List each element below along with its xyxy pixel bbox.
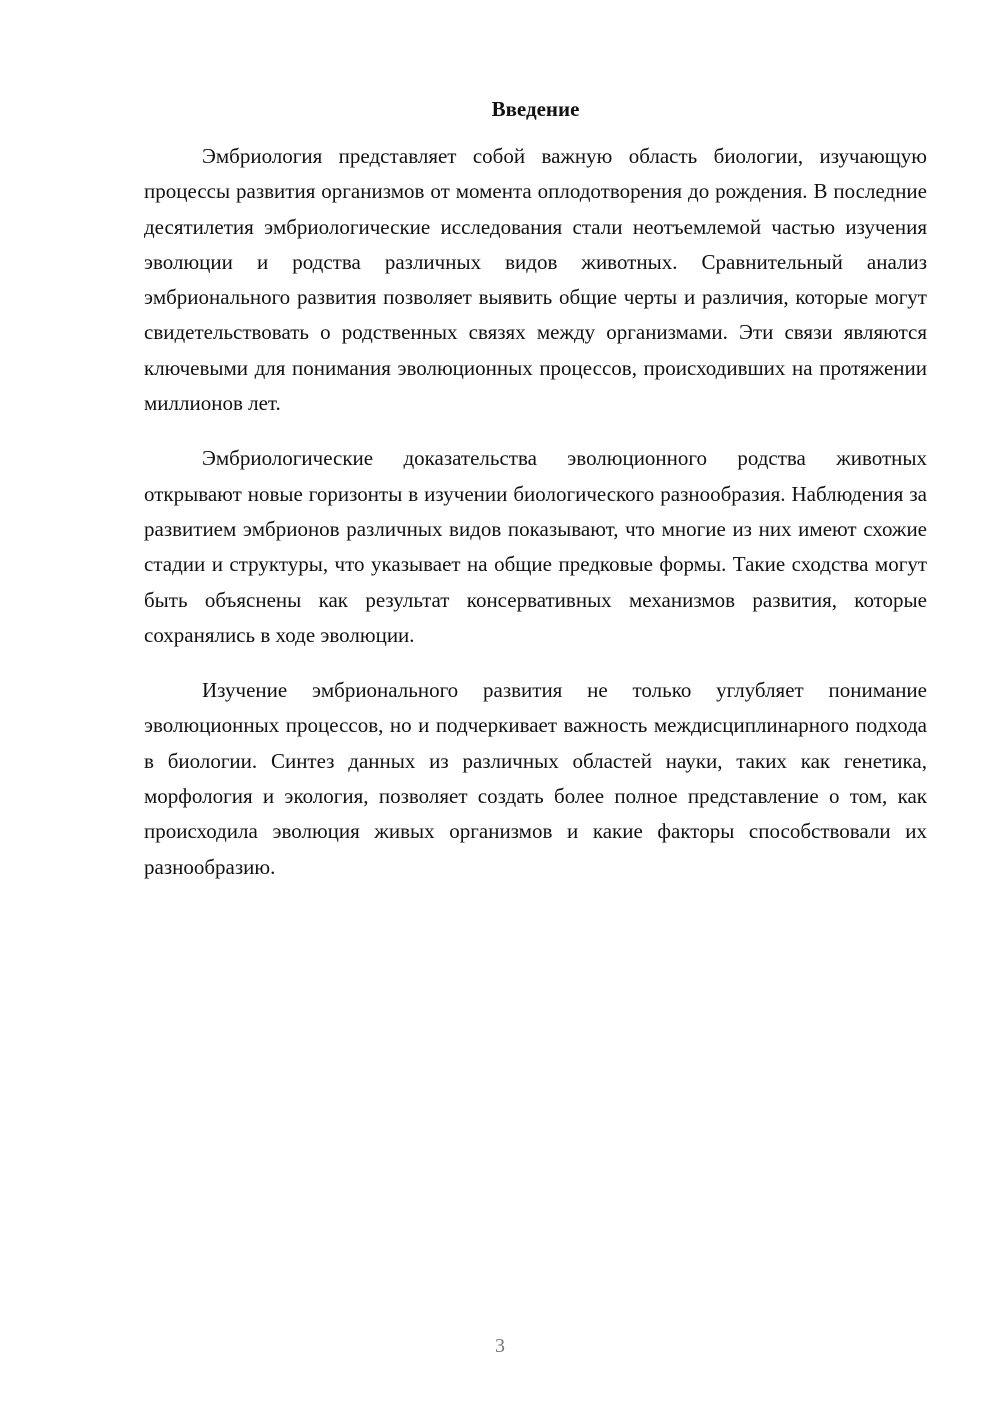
page-content: [144, 92, 927, 905]
paragraph-3: Изучение эмбрионального развития не только углубляет понимание эволюционных процессов, но и подчеркивает важность междисциплинарного подхода в биологии. Синтез данных из различных областей науки, таких как генетика, морфология и экология, позволяет создать более полное представление о том, как происходила эволюция живых организмов и какие факторы способствовали их разнообразию.: [144, 678, 927, 879]
paragraph-2: Эмбриологические доказательства эволюционного родства животных открывают новые горизонты в изучении биологического разнообразия. Наблюдения за развитием эмбрионов различных видов показывают, что многие из них имеют схожие стадии и структуры, что указывает на общие предковые формы. Такие сходства могут быть объяснены как результат консервативных механизмов развития, которые сохранялись в ходе эволюции.: [144, 446, 927, 647]
paragraph-1: Эмбриология представляет собой важную область биологии, изучающую процессы развития организмов от момента оплодотворения до рождения. В последние десятилетия эмбриологические исследования стали неотъемлемой частью изучения эволюции и родства различных видов животных. Сравнительный анализ эмбрионального развития позволяет выявить общие черты и различия, которые могут свидетельствовать о родственных связях между организмами. Эти связи являются ключевыми для понимания эволюционных процессов, происходивших на протяжении миллионов лет.: [144, 144, 927, 416]
section-title: Введение: [491, 97, 580, 121]
page-number: 3: [495, 1335, 505, 1357]
